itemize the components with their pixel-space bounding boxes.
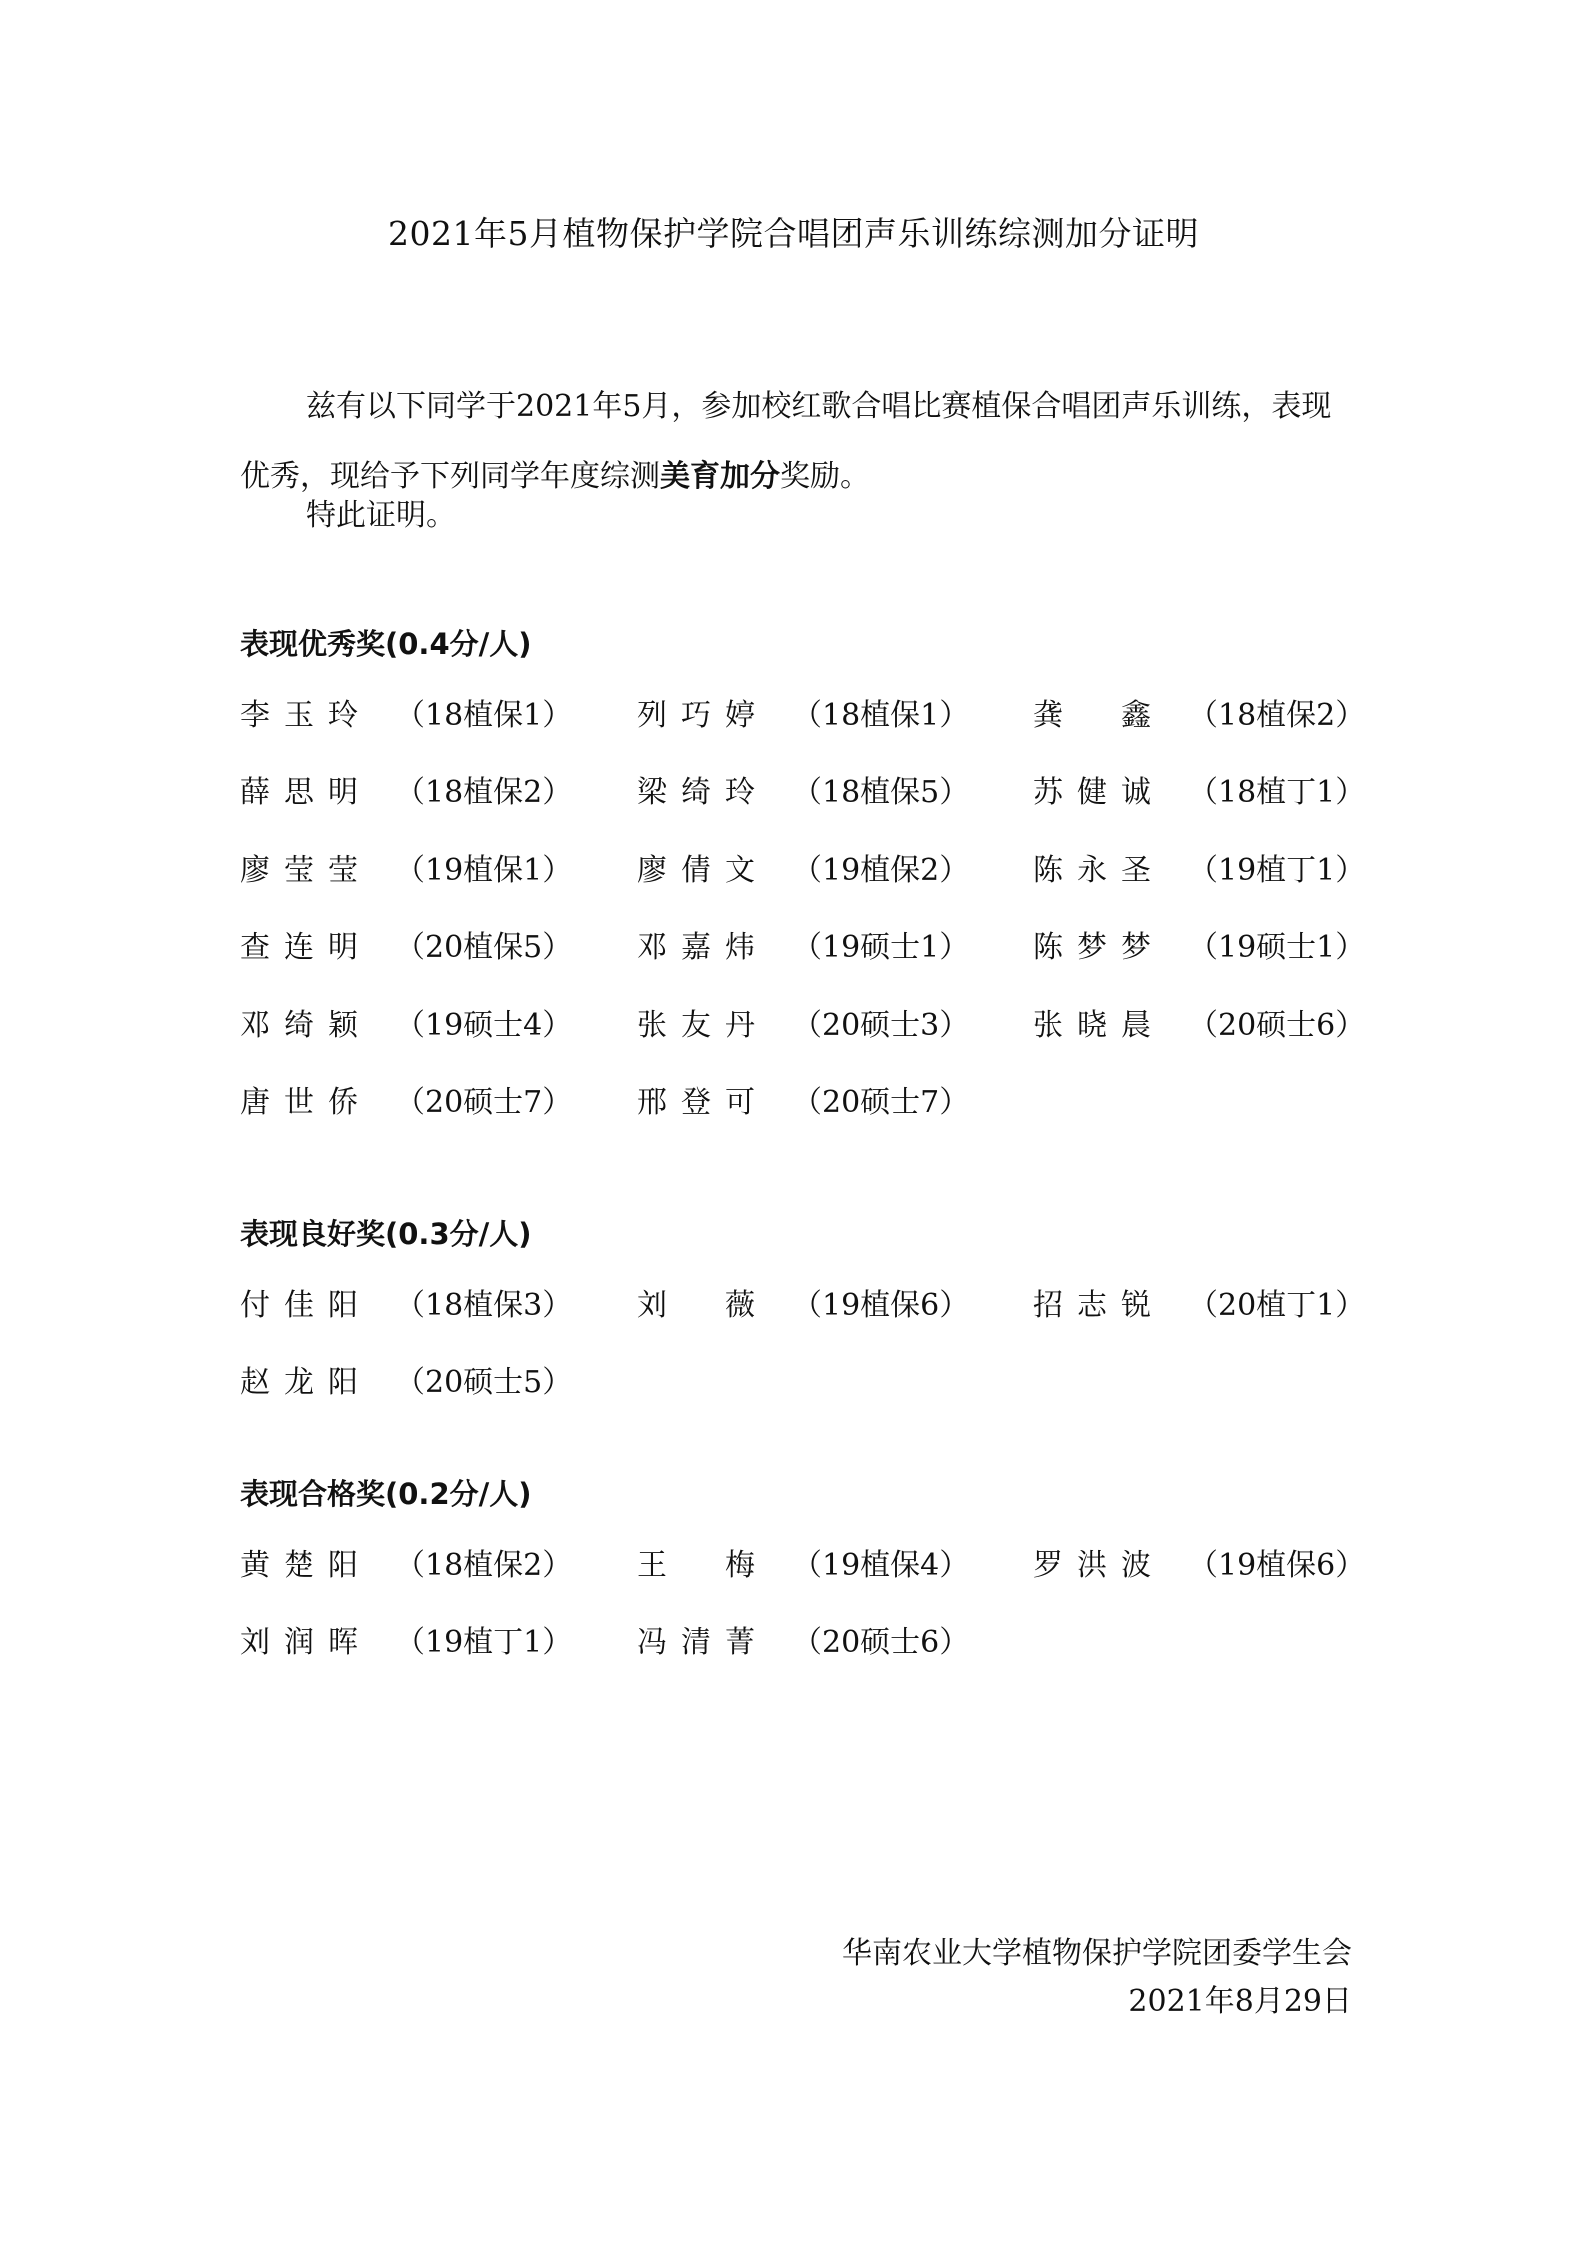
signature-date: 2021年8月29日 <box>1128 1984 1352 2019</box>
list-item <box>240 1280 572 1324</box>
student-name: 张晓晨 <box>1033 1008 1165 1043</box>
list-item <box>1033 690 1365 734</box>
signature-organization: 华南农业大学植物保护学院团委学生会 <box>842 1936 1352 1971</box>
list-item <box>637 1540 969 1584</box>
list-item <box>1033 1540 1365 1584</box>
student-class: （20硕士6） <box>1188 1008 1366 1043</box>
list-item <box>637 690 969 734</box>
student-class: （18植保3） <box>395 1288 573 1323</box>
list-item <box>240 1077 572 1121</box>
student-name: 邢登可 <box>637 1085 769 1120</box>
student-class: （19硕士1） <box>792 930 970 965</box>
list-item <box>240 1000 572 1044</box>
student-name: 黄楚阳 <box>240 1548 372 1583</box>
student-class: （19硕士4） <box>395 1008 573 1043</box>
student-name: 刘润晖 <box>240 1625 372 1660</box>
student-class: （19植丁1） <box>1188 853 1366 888</box>
document-title: 2021年5月植物保护学院合唱团声乐训练综测加分证明 <box>388 214 1199 253</box>
student-name: 赵龙阳 <box>240 1365 372 1400</box>
student-name: 薛思明 <box>240 775 372 810</box>
student-name: 刘 薇 <box>637 1288 769 1323</box>
list-item <box>637 922 969 966</box>
student-class: （19植保4） <box>792 1548 970 1583</box>
student-name: 陈梦梦 <box>1033 930 1165 965</box>
student-name: 廖倩文 <box>637 853 769 888</box>
student-name: 龚 鑫 <box>1033 698 1165 733</box>
student-name: 招志锐 <box>1033 1288 1165 1323</box>
student-name: 苏健诚 <box>1033 775 1165 810</box>
section-heading-qualified: 表现合格奖(0.2分/人) <box>240 1477 532 1511</box>
list-item <box>637 1617 969 1661</box>
list-item <box>1033 845 1365 889</box>
section-heading-good: 表现良好奖(0.3分/人) <box>240 1217 532 1251</box>
list-item <box>240 1357 572 1401</box>
student-name: 邓绮颖 <box>240 1008 372 1043</box>
student-name: 廖莹莹 <box>240 853 372 888</box>
list-item <box>637 1280 969 1324</box>
list-item <box>240 922 572 966</box>
student-class: （20硕士6） <box>792 1625 970 1660</box>
intro-text-part2: 奖励。 <box>780 459 870 494</box>
student-name: 列巧婷 <box>637 698 769 733</box>
list-item <box>1033 767 1365 811</box>
student-class: （19植保6） <box>792 1288 970 1323</box>
student-class: （18植保2） <box>395 775 573 810</box>
student-class: （19植保1） <box>395 853 573 888</box>
student-name: 冯清菁 <box>637 1625 769 1660</box>
list-item <box>240 845 572 889</box>
list-item <box>240 1540 572 1584</box>
student-class: （20植丁1） <box>1188 1288 1366 1323</box>
student-class: （20硕士7） <box>395 1085 573 1120</box>
intro-emphasis: 美育加分 <box>660 459 780 494</box>
student-name: 邓嘉炜 <box>637 930 769 965</box>
student-class: （20硕士7） <box>792 1085 970 1120</box>
list-item <box>637 845 969 889</box>
list-item <box>1033 922 1365 966</box>
intro-text-part1: 兹有以下同学于2021年5月，参加校红歌合唱比赛植保合唱团声乐训练，表现优秀，现给予下列同学年度综测 <box>240 389 1332 494</box>
list-item <box>240 1617 572 1661</box>
student-name: 查连明 <box>240 930 372 965</box>
student-name: 唐世侨 <box>240 1085 372 1120</box>
list-item <box>1033 1280 1365 1324</box>
student-class: （18植保2） <box>1188 698 1366 733</box>
student-class: （18植保2） <box>395 1548 573 1583</box>
section-heading-excellent: 表现优秀奖(0.4分/人) <box>240 627 532 661</box>
list-item <box>240 767 572 811</box>
student-class: （20植保5） <box>395 930 573 965</box>
student-class: （19植保2） <box>792 853 970 888</box>
student-name: 陈永圣 <box>1033 853 1165 888</box>
list-item <box>637 767 969 811</box>
student-name: 付佳阳 <box>240 1288 372 1323</box>
student-name: 罗洪波 <box>1033 1548 1165 1583</box>
student-name: 李玉玲 <box>240 698 372 733</box>
list-item <box>637 1000 969 1044</box>
list-item <box>240 690 572 734</box>
student-class: （18植丁1） <box>1188 775 1366 810</box>
intro-paragraph <box>240 372 1350 512</box>
list-item <box>637 1077 969 1121</box>
student-class: （18植保5） <box>792 775 970 810</box>
student-class: （18植保1） <box>792 698 970 733</box>
student-class: （20硕士3） <box>792 1008 970 1043</box>
list-item <box>1033 1000 1365 1044</box>
student-name: 王 梅 <box>637 1548 769 1583</box>
student-name: 梁绮玲 <box>637 775 769 810</box>
certify-line: 特此证明。 <box>306 498 456 533</box>
student-name: 张友丹 <box>637 1008 769 1043</box>
student-class: （19硕士1） <box>1188 930 1366 965</box>
student-class: （20硕士5） <box>395 1365 573 1400</box>
student-class: （19植丁1） <box>395 1625 573 1660</box>
student-class: （19植保6） <box>1188 1548 1366 1583</box>
student-class: （18植保1） <box>395 698 573 733</box>
